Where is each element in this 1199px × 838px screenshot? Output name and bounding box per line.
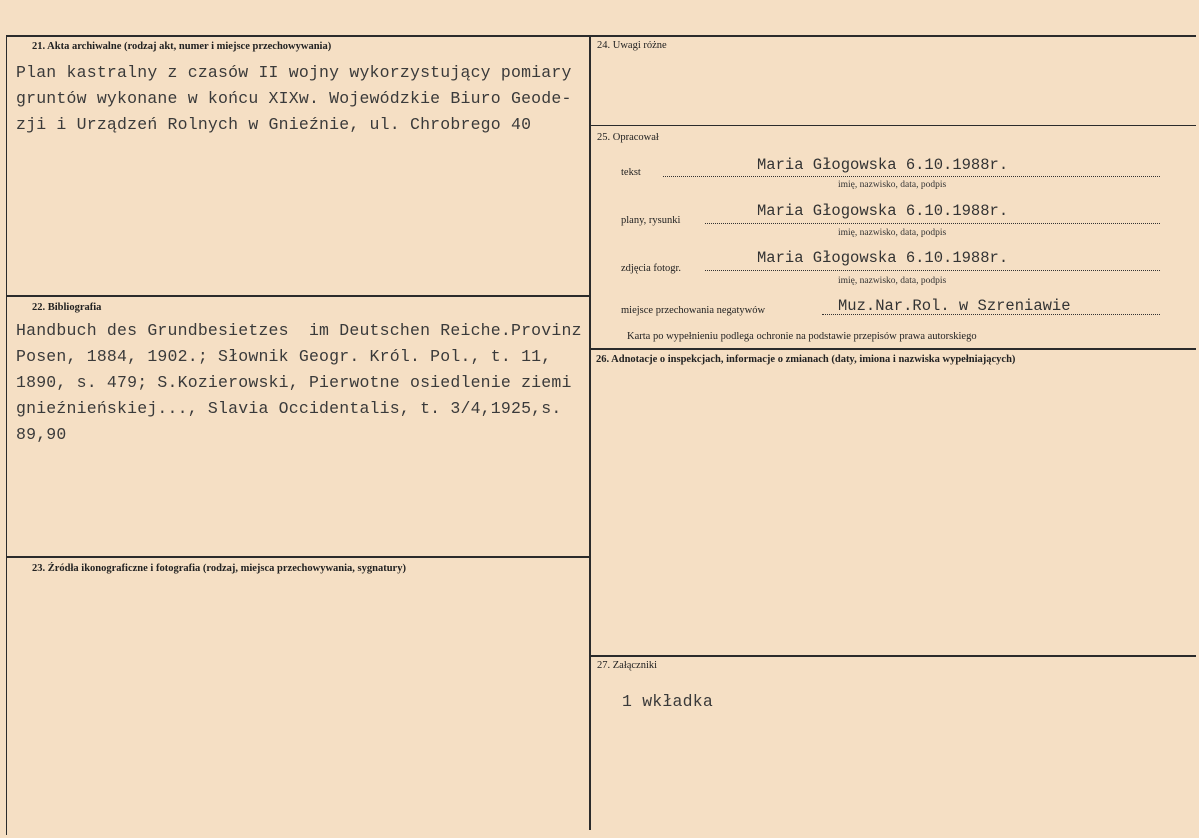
section-27-heading: 27. Załączniki <box>597 660 658 671</box>
section-22-line-3: 1890, s. 479; S.Kozierowski, Pierwotne osiedlenie ziemi <box>16 373 572 392</box>
copyright-note: Karta po wypełnieniu podlega ochronie na podstawie przepisów prawa autorskiego <box>627 331 977 342</box>
section-22-heading: 22. Bibliografia <box>32 302 102 313</box>
author-drawings-line <box>705 223 1160 224</box>
section-25-heading: 25. Opracował <box>597 132 659 143</box>
author-photos-line <box>705 270 1160 271</box>
author-drawings-value: Maria Głogowska 6.10.1988r. <box>757 202 1009 220</box>
author-photos-caption: imię, nazwisko, data, podpis <box>838 276 947 286</box>
divider-21-22 <box>6 295 590 297</box>
divider-22-23 <box>6 556 590 558</box>
divider-25-26 <box>590 348 1196 350</box>
center-divider <box>589 35 591 830</box>
top-border <box>6 35 1196 37</box>
left-border <box>6 35 7 835</box>
author-text-caption: imię, nazwisko, data, podpis <box>838 180 947 190</box>
author-text-label: tekst <box>621 167 641 178</box>
negatives-value: Muz.Nar.Rol. w Szreniawie <box>838 297 1071 315</box>
divider-24-25 <box>590 125 1196 126</box>
section-24-heading: 24. Uwagi różne <box>597 40 667 51</box>
author-drawings-label: plany, rysunki <box>621 215 681 226</box>
section-21-heading: 21. Akta archiwalne (rodzaj akt, numer i miejsce przechowywania) <box>32 41 332 52</box>
section-22-line-1: Handbuch des Grundbesietzes im Deutschen Reiche.Provinz <box>16 321 582 340</box>
section-23-heading: 23. Źródła ikonograficzne i fotografia (rodzaj, miejsca przechowywania, sygnatury) <box>32 563 406 574</box>
section-21-line-1: Plan kastralny z czasów II wojny wykorzystujący pomiary <box>16 63 572 82</box>
section-21-line-3: zji i Urządzeń Rolnych w Gnieźnie, ul. Chrobrego 40 <box>16 115 532 134</box>
author-photos-value: Maria Głogowska 6.10.1988r. <box>757 249 1009 267</box>
section-21-line-2: gruntów wykonane w końcu XIXw. Wojewódzkie Biuro Geode- <box>16 89 572 108</box>
section-22-line-2: Posen, 1884, 1902.; Słownik Geogr. Król. Pol., t. 11, <box>16 347 552 366</box>
author-text-value: Maria Głogowska 6.10.1988r. <box>757 156 1009 174</box>
section-22-line-4: gnieźnieńskiej..., Slavia Occidentalis, t. 3/4,1925,s. <box>16 399 562 418</box>
divider-26-27 <box>590 655 1196 657</box>
section-22-line-5: 89,90 <box>16 425 67 444</box>
author-drawings-caption: imię, nazwisko, data, podpis <box>838 228 947 238</box>
section-26-heading: 26. Adnotacje o inspekcjach, informacje o zmianach (daty, imiona i nazwiska wypełniających) <box>596 354 1016 365</box>
negatives-label: miejsce przechowania negatywów <box>621 305 766 316</box>
author-photos-label: zdjęcia fotogr. <box>621 263 682 274</box>
attachments-value: 1 wkładka <box>622 692 713 711</box>
author-text-line <box>663 176 1160 177</box>
